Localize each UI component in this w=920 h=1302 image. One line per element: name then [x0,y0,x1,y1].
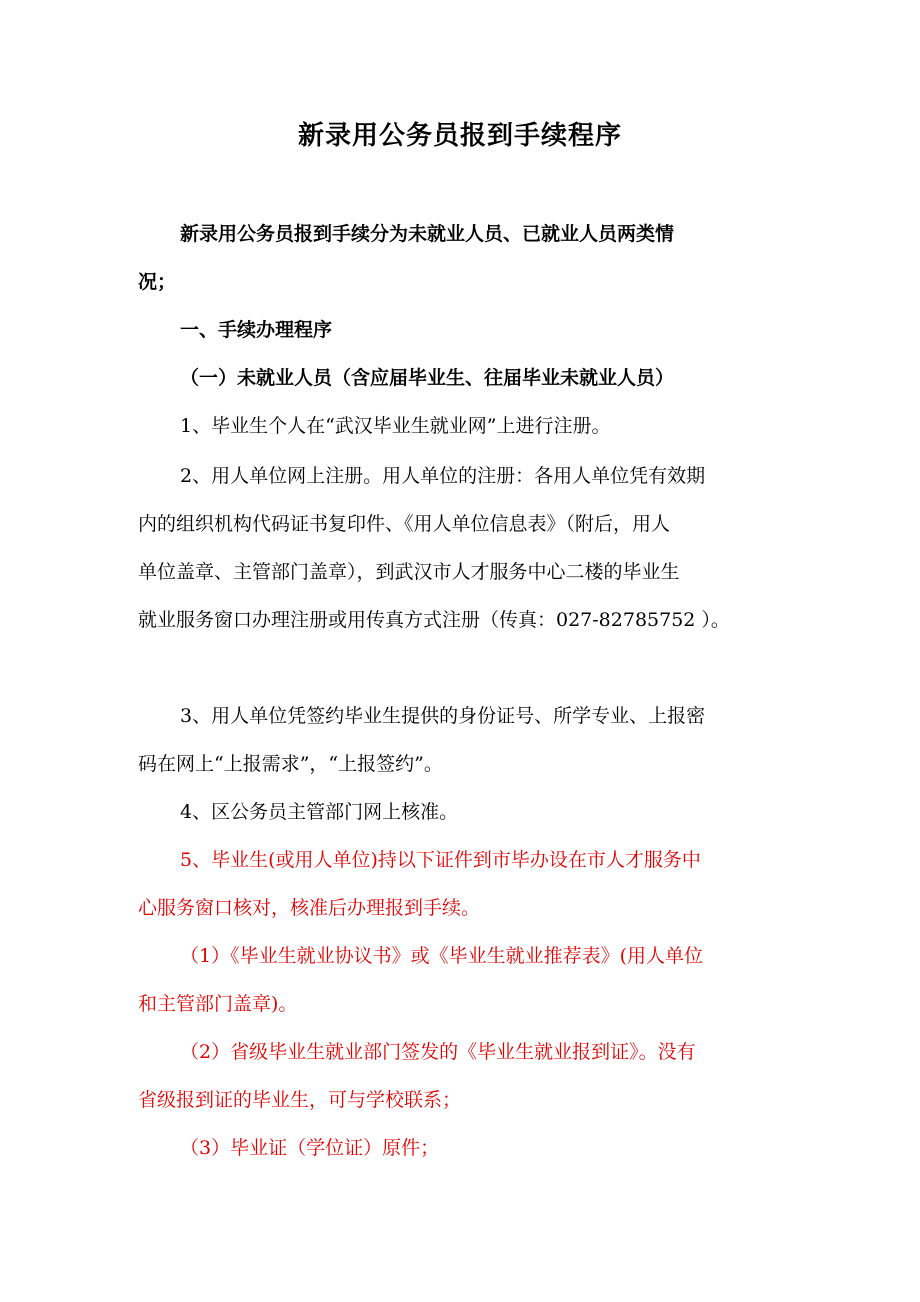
sub-item-1-line-1: （1）《毕业生就业协议书》或《毕业生就业推荐表》(用人单位 [180,945,704,967]
item-3-line-1: 3、用人单位凭签约毕业生提供的身份证号、所学专业、上报密 [180,705,706,727]
item-1-text: 1、毕业生个人在“武汉毕业生就业网”上进行注册。 [180,415,611,437]
item-5-line-2: 心服务窗口核对，核准后办理报到手续。 [138,897,481,919]
subsection-heading [138,354,798,402]
subsection-heading-text: （一）未就业人员（含应届毕业生、往届毕业未就业人员） [180,367,675,389]
item-3-line-2: 码在网上“上报需求”，“上报签约”。 [138,753,443,775]
item-5-paragraph [138,836,798,932]
intro-paragraph [138,210,798,306]
intro-line-1: 新录用公务员报到手续分为未就业人员、已就业人员两类情 [180,223,675,245]
item-5-line-1: 5、毕业生(或用人单位)持以下证件到市毕办设在市人才服务中 [180,849,701,871]
item-2-line-4: 就业服务窗口办理注册或用传真方式注册（传真：027-82785752 ）。 [138,609,730,631]
document-title: 新录用公务员报到手续程序 [297,121,622,151]
sub-item-2-line-2: 省级报到证的毕业生，可与学校联系； [138,1089,462,1111]
sub-item-1-line-2: 和主管部门盖章)。 [138,993,298,1015]
intro-line-2: 况； [138,271,177,293]
section-heading-text: 一、手续办理程序 [180,319,333,341]
item-2-line-1: 2、用人单位网上注册。用人单位的注册：各用人单位凭有效期 [180,465,706,487]
item-2-line-2: 内的组织机构代码证书复印件、《用人单位信息表》（附后，用人 [138,513,671,535]
sub-item-2-line-1: （2）省级毕业生就业部门签发的《毕业生就业报到证》。没有 [180,1041,696,1063]
sub-item-1-paragraph [138,932,798,1028]
sub-item-3-text: （3）毕业证（学位证）原件； [180,1137,440,1159]
item-1-paragraph [138,402,798,450]
sub-item-2-paragraph [138,1028,798,1124]
item-3-paragraph [138,692,798,788]
section-heading [138,306,798,354]
sub-item-3-paragraph [138,1124,798,1172]
item-4-paragraph [138,788,798,836]
item-2-paragraph [138,452,798,644]
item-4-text: 4、区公务员主管部门网上核准。 [180,801,459,823]
item-2-line-3: 单位盖章、主管部门盖章），到武汉市人才服务中心二楼的毕业生 [138,561,680,583]
